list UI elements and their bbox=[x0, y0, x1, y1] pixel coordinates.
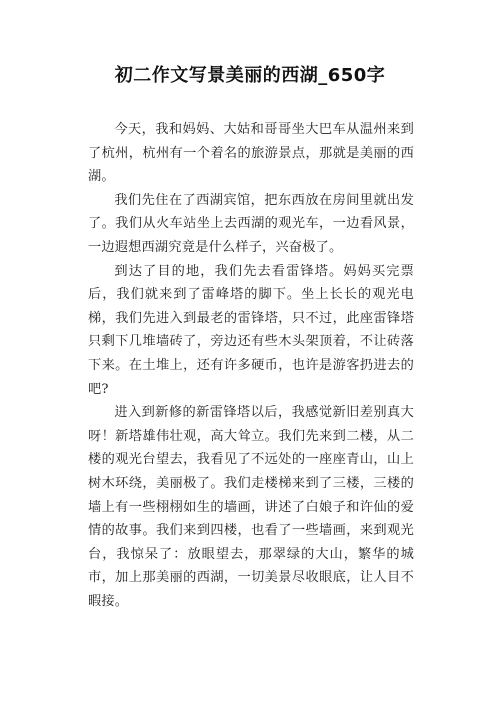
document-body bbox=[88, 118, 414, 613]
paragraph-2: 我们先住在了西湖宾馆，把东西放在房间里就出发了。我们从火车站坐上去西湖的观光车，一边看风景，一边遐想西湖究竟是什么样子，兴奋极了。 bbox=[88, 192, 414, 255]
paragraph-4: 进入到新修的新雷锋塔以后，我感觉新旧差别真大呀！新塔雄伟壮观，高大耸立。我们先来到二楼，从二楼的观光台望去，我看见了不远处的一座座青山，山上树木环绕，美丽极了。我们走楼梯来到了三楼，三楼的墙上有一些栩栩如生的墙画，讲述了白娘子和许仙的爱情的故事。我们来到四楼，也看了一些墙画，来到观光台，我惊呆了：放眼望去，那翠绿的大山，繁华的城市，加上那美丽的西湖，一切美景尽收眼底，让人目不暇接。 bbox=[88, 405, 414, 609]
paragraph-1: 今天，我和妈妈、大姑和哥哥坐大巴车从温州来到了杭州，杭州有一个着名的旅游景点，那就是美丽的西湖。 bbox=[88, 122, 414, 185]
document-title: 初二作文写景美丽的西湖_650字 bbox=[114, 65, 386, 86]
paragraph-3: 到达了目的地，我们先去看雷锋塔。妈妈买完票后，我们就来到了雷峰塔的脚下。坐上长长的观光电梯，我们先进入到最老的雷锋塔，只不过，此座雷锋塔只剩下几堆墙砖了，旁边还有些木头架顶着，不让砖落下来。在土堆上，还有许多硬币，也许是游客扔进去的吧? bbox=[88, 263, 414, 397]
